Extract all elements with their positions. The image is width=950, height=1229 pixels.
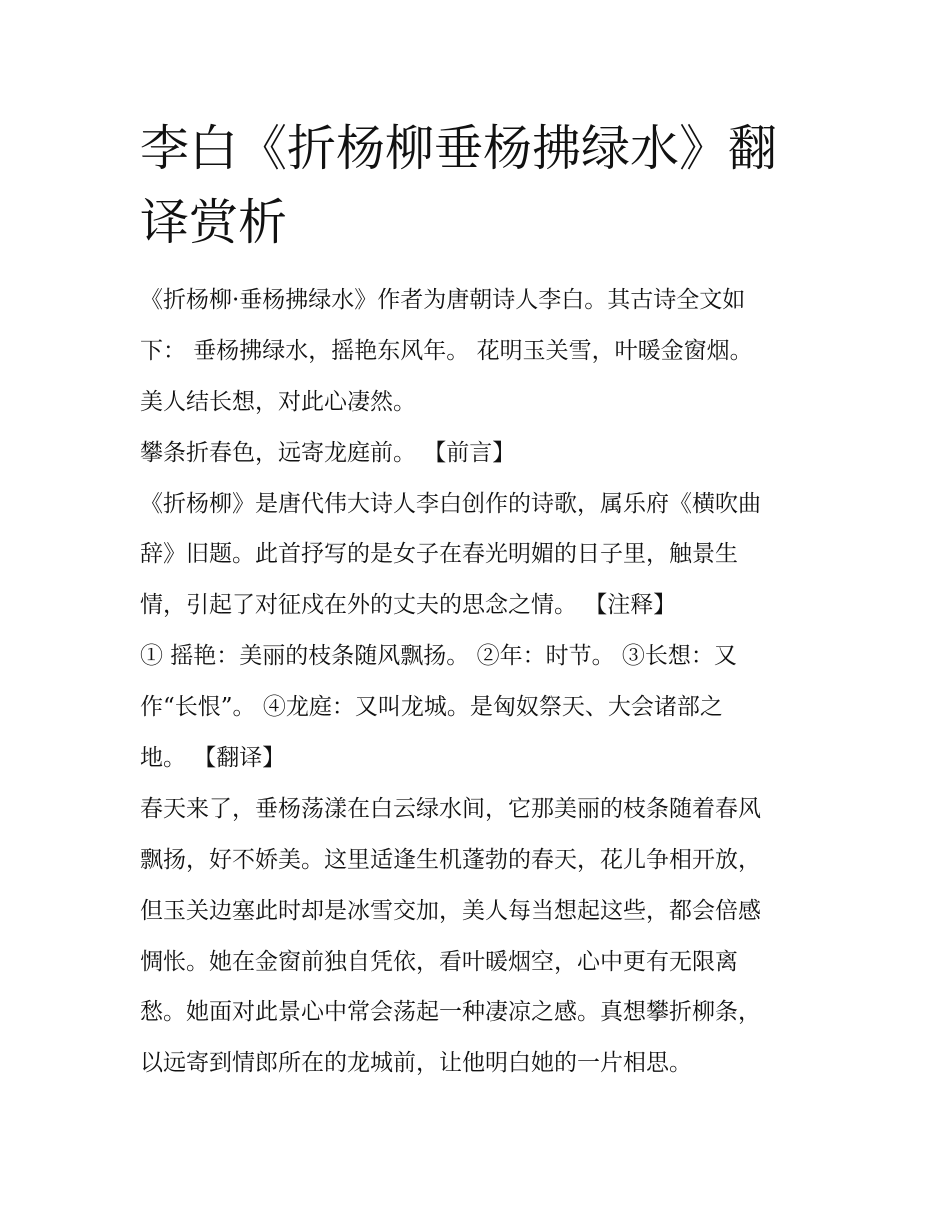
body-line: 愁。她面对此景心中常会荡起一种凄凉之感。真想攀折柳条，: [140, 999, 761, 1026]
body-line: 地。 【翻译】: [140, 745, 286, 772]
body-line: 飘扬，好不娇美。这里适逢生机蓬勃的春天，花儿争相开放，: [140, 846, 761, 873]
document-body: [140, 275, 820, 1089]
body-line: 攀条折春色，远寄龙庭前。 【前言】: [140, 439, 516, 466]
body-line: ① 摇艳：美丽的枝条随风飘扬。 ②年：时节。 ③长想：又: [140, 643, 737, 670]
title-line: 译赏析: [140, 194, 288, 251]
body-line: 情，引起了对征戍在外的丈夫的思念之情。 【注释】: [140, 592, 677, 619]
body-line: 但玉关边塞此时却是冰雪交加，美人每当想起这些，都会倍感: [140, 897, 761, 924]
body-line: 辞》旧题。此首抒写的是女子在春光明媚的日子里，触景生: [140, 541, 738, 568]
body-line: 美人结长想，对此心凄然。: [140, 388, 416, 415]
document-title: [140, 112, 820, 260]
body-line: 惆怅。她在金窗前独自凭依，看叶暖烟空，心中更有无限离: [140, 948, 738, 975]
body-line: 下： 垂杨拂绿水，摇艳东风年。 花明玉关雪，叶暖金窗烟。: [140, 337, 753, 364]
body-line: 《折杨柳》是唐代伟大诗人李白创作的诗歌，属乐府《横吹曲: [140, 490, 761, 517]
body-line: 作“长恨”。 ④龙庭：又叫龙城。是匈奴祭天、大会诸部之: [140, 694, 723, 721]
body-line: 以远寄到情郎所在的龙城前，让他明白她的一片相思。: [140, 1050, 692, 1077]
title-line: 李白《折杨柳垂杨拂绿水》翻: [140, 120, 778, 177]
body-line: 《折杨柳·垂杨拂绿水》作者为唐朝诗人李白。其古诗全文如: [140, 287, 746, 313]
body-line: 春天来了，垂杨荡漾在白云绿水间，它那美丽的枝条随着春风: [140, 795, 761, 822]
